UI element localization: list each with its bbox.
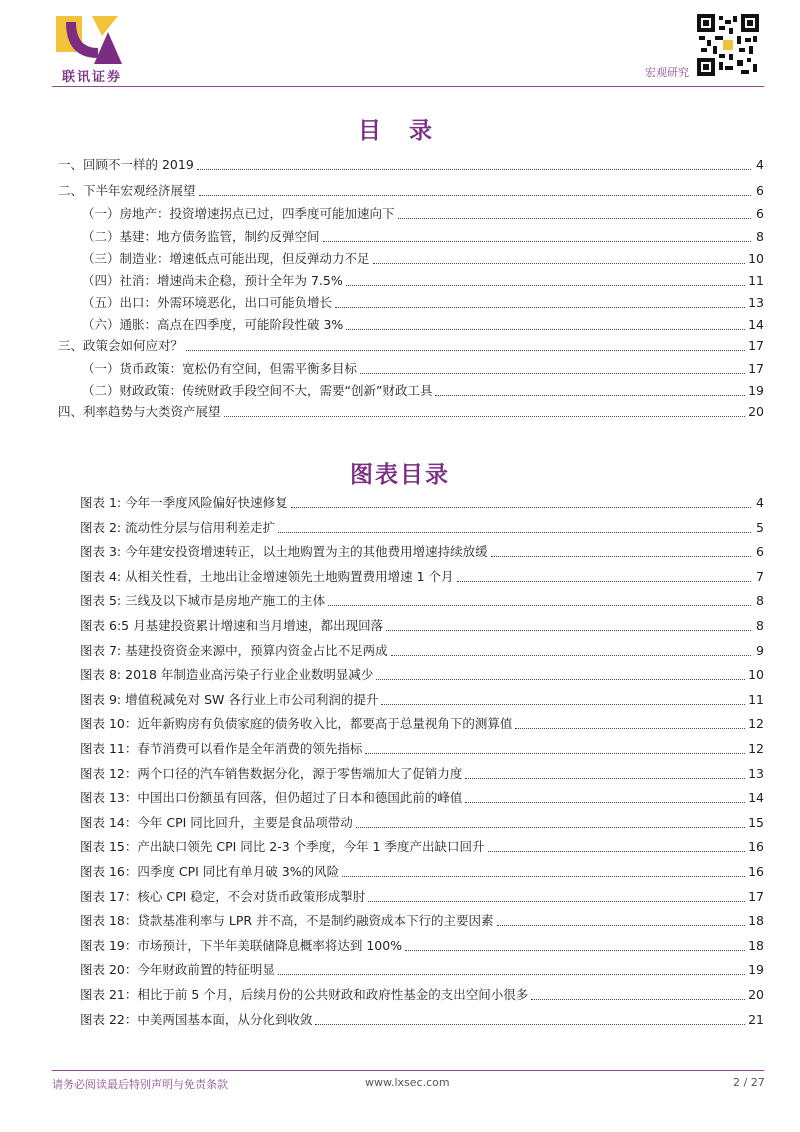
- entry-title: 三、政策会如何应对？: [58, 338, 184, 353]
- entry-page-number: 9: [756, 643, 764, 658]
- dot-leader: [197, 168, 751, 170]
- entry-title: 图表 7: 基建投资资金来源中，预算内资金占比不足两成: [80, 643, 388, 658]
- entry-page-number: 13: [748, 295, 764, 310]
- toc-title: 目 录: [357, 118, 442, 144]
- dot-leader: [315, 1023, 745, 1025]
- entry-title: 图表 5: 三线及以下城市是房地产施工的主体: [80, 593, 326, 608]
- dot-leader: [346, 284, 745, 286]
- entry-page-number: 8: [756, 593, 764, 608]
- entry-title: （一）货币政策：宽松仍有空间，但需平衡多目标: [82, 361, 358, 376]
- entry-page-number: 15: [748, 815, 764, 830]
- entry-title: （二）基建：地方债务监管，制约反弹空间: [82, 229, 320, 244]
- entry-page-number: 7: [756, 569, 764, 584]
- figure-entry[interactable]: [80, 543, 764, 561]
- entry-title: 图表 3: 今年建安投资增速转正，以土地购置为主的其他费用增速持续放缓: [80, 544, 488, 559]
- footer-divider: [52, 1070, 764, 1071]
- entry-page-number: 20: [748, 404, 764, 419]
- dot-leader: [278, 973, 745, 975]
- entry-page-number: 18: [748, 913, 764, 928]
- entry-title: 图表 8: 2018 年制造业高污染子行业企业数明显减少: [80, 667, 374, 682]
- entry-page-number: 5: [756, 520, 764, 535]
- figure-entry[interactable]: [80, 715, 764, 733]
- figure-entry[interactable]: [80, 691, 764, 709]
- toc-entry[interactable]: [58, 337, 764, 355]
- toc-entry[interactable]: [82, 205, 764, 223]
- entry-title: 图表 22：中美两国基本面，从分化到收敛: [80, 1012, 313, 1027]
- dot-leader: [323, 240, 751, 242]
- entry-title: 图表 4: 从相关性看，土地出让金增速领先土地购置费用增速 1 个月: [80, 569, 454, 584]
- entry-title: 图表 11：春节消费可以看作是全年消费的领先指标: [80, 741, 363, 756]
- dot-leader: [386, 629, 751, 631]
- toc-entry[interactable]: [82, 316, 764, 334]
- dot-leader: [360, 372, 745, 374]
- dot-leader: [391, 654, 751, 656]
- dot-leader: [497, 924, 746, 926]
- dot-leader: [465, 801, 745, 803]
- entry-page-number: 14: [748, 790, 764, 805]
- entry-title: （一）房地产：投资增速拐点已过，四季度可能加速向下: [82, 206, 395, 221]
- dot-leader: [291, 506, 751, 508]
- figure-entry[interactable]: [80, 937, 764, 955]
- dot-leader: [278, 531, 751, 533]
- figure-entry[interactable]: [80, 568, 764, 586]
- figure-entry[interactable]: [80, 888, 764, 906]
- dot-leader: [328, 604, 751, 606]
- entry-title: 图表 17：核心 CPI 稳定，不会对货币政策形成掣肘: [80, 889, 366, 904]
- figure-entry[interactable]: [80, 986, 764, 1004]
- figure-entry[interactable]: [80, 912, 764, 930]
- section-label: 宏观研究: [645, 66, 689, 79]
- entry-title: 二、下半年宏观经济展望: [58, 183, 196, 198]
- entry-page-number: 16: [748, 864, 764, 879]
- figure-entry[interactable]: [80, 765, 764, 783]
- dot-leader: [488, 850, 746, 852]
- entry-page-number: 18: [748, 938, 764, 953]
- entry-title: 图表 1: 今年一季度风险偏好快速修复: [80, 495, 288, 510]
- entry-title: 图表 2: 流动性分层与信用利差走扩: [80, 520, 276, 535]
- figure-entry[interactable]: [80, 617, 764, 635]
- footer-page-number: 2 / 27: [733, 1076, 765, 1089]
- entry-page-number: 6: [756, 183, 764, 198]
- dot-leader: [376, 678, 745, 680]
- dot-leader: [405, 949, 745, 951]
- page-header: [0, 0, 800, 92]
- toc-entry[interactable]: [58, 156, 764, 174]
- entry-page-number: 19: [748, 962, 764, 977]
- dot-leader: [381, 703, 745, 705]
- company-logo-icon: [52, 12, 126, 70]
- dot-leader: [365, 752, 745, 754]
- entry-page-number: 20: [748, 987, 764, 1002]
- entry-title: 图表 14：今年 CPI 同比回升，主要是食品项带动: [80, 815, 353, 830]
- toc-entry[interactable]: [82, 272, 764, 290]
- entry-page-number: 10: [748, 251, 764, 266]
- dot-leader: [335, 306, 745, 308]
- entry-title: 图表 21：相比于前 5 个月，后续月份的公共财政和政府性基金的支出空间小很多: [80, 987, 529, 1002]
- dot-leader: [186, 349, 745, 351]
- entry-title: 图表 10：近年新购房有负债家庭的债务收入比，都要高于总量视角下的测算值: [80, 716, 513, 731]
- figure-entry[interactable]: [80, 863, 764, 881]
- entry-title: （六）通胀：高点在四季度，可能阶段性破 3%: [82, 317, 344, 332]
- toc-entry[interactable]: [82, 228, 764, 246]
- entry-page-number: 11: [748, 692, 764, 707]
- dot-leader: [515, 727, 745, 729]
- entry-title: （五）出口：外需环境恶化，出口可能负增长: [82, 295, 333, 310]
- entry-title: 图表 19：市场预计，下半年美联储降息概率将达到 100%: [80, 938, 403, 953]
- qr-code-icon: [697, 14, 759, 76]
- entry-page-number: 13: [748, 766, 764, 781]
- toc-entry[interactable]: [58, 403, 764, 421]
- entry-title: 四、利率趋势与大类资产展望: [58, 404, 221, 419]
- header-divider: [52, 86, 764, 87]
- figure-entry[interactable]: [80, 789, 764, 807]
- figure-entry[interactable]: [80, 814, 764, 832]
- entry-page-number: 12: [748, 741, 764, 756]
- entry-page-number: 8: [756, 229, 764, 244]
- figure-entry[interactable]: [80, 838, 764, 856]
- entry-page-number: 17: [748, 338, 764, 353]
- entry-title: 图表 9: 增值税减免对 SW 各行业上市公司利润的提升: [80, 692, 379, 707]
- entry-title: （二）财政政策：传统财政手段空间不大，需要“创新”财政工具: [82, 383, 433, 398]
- dot-leader: [356, 826, 745, 828]
- entry-title: 图表 12：两个口径的汽车销售数据分化，源于零售端加大了促销力度: [80, 766, 463, 781]
- entry-title: 一、回顾不一样的 2019: [58, 157, 194, 172]
- figure-entry[interactable]: [80, 740, 764, 758]
- dot-leader: [199, 194, 751, 196]
- figure-entry[interactable]: [80, 642, 764, 660]
- dot-leader: [224, 415, 746, 417]
- entry-page-number: 8: [756, 618, 764, 633]
- toc-entry[interactable]: [82, 294, 764, 312]
- figure-entry[interactable]: [80, 1011, 764, 1029]
- entry-page-number: 6: [756, 544, 764, 559]
- entry-page-number: 4: [756, 495, 764, 510]
- figure-entry[interactable]: [80, 961, 764, 979]
- dot-leader: [368, 900, 745, 902]
- entry-title: 图表 20：今年财政前置的特征明显: [80, 962, 275, 977]
- entry-title: 图表 15：产出缺口领先 CPI 同比 2-3 个季度，今年 1 季度产出缺口回升: [80, 839, 485, 854]
- figure-entry[interactable]: [80, 494, 764, 512]
- toc-entry[interactable]: [58, 182, 764, 200]
- entry-page-number: 4: [756, 157, 764, 172]
- dot-leader: [346, 328, 745, 330]
- dot-leader: [457, 580, 751, 582]
- dot-leader: [373, 262, 746, 264]
- entry-page-number: 10: [748, 667, 764, 682]
- entry-page-number: 17: [748, 889, 764, 904]
- dot-leader: [465, 777, 745, 779]
- figure-entry[interactable]: [80, 666, 764, 684]
- entry-title: （三）制造业：增速低点可能出现，但反弹动力不足: [82, 251, 370, 266]
- entry-title: （四）社消：增速尚未企稳，预计全年为 7.5%: [82, 273, 343, 288]
- entry-page-number: 19: [748, 383, 764, 398]
- dot-leader: [491, 555, 751, 557]
- entry-page-number: 21: [748, 1012, 764, 1027]
- entry-title: 图表 16：四季度 CPI 同比有单月破 3%的风险: [80, 864, 340, 879]
- entry-title: 图表 13：中国出口份额虽有回落，但仍超过了日本和德国此前的峰值: [80, 790, 463, 805]
- entry-page-number: 17: [748, 361, 764, 376]
- entry-page-number: 14: [748, 317, 764, 332]
- dot-leader: [398, 217, 751, 219]
- logo-text: 联讯证券: [61, 70, 122, 85]
- footer-website[interactable]: www.lxsec.com: [365, 1076, 450, 1089]
- footer-disclaimer[interactable]: 请务必阅读最后特别声明与免责条款: [52, 1078, 228, 1091]
- entry-page-number: 16: [748, 839, 764, 854]
- entry-page-number: 6: [756, 206, 764, 221]
- figure-entry[interactable]: [80, 519, 764, 537]
- dot-leader: [531, 998, 745, 1000]
- figures-title: 图表目录: [350, 462, 450, 488]
- entry-page-number: 11: [748, 273, 764, 288]
- dot-leader: [435, 394, 745, 396]
- dot-leader: [342, 875, 745, 877]
- entry-page-number: 12: [748, 716, 764, 731]
- toc-entry[interactable]: [82, 382, 764, 400]
- entry-title: 图表 18：贷款基准利率与 LPR 并不高，不是制约融资成本下行的主要因素: [80, 913, 494, 928]
- figure-entry[interactable]: [80, 592, 764, 610]
- entry-title: 图表 6:5 月基建投资累计增速和当月增速，都出现回落: [80, 618, 384, 633]
- toc-entry[interactable]: [82, 250, 764, 268]
- toc-entry[interactable]: [82, 360, 764, 378]
